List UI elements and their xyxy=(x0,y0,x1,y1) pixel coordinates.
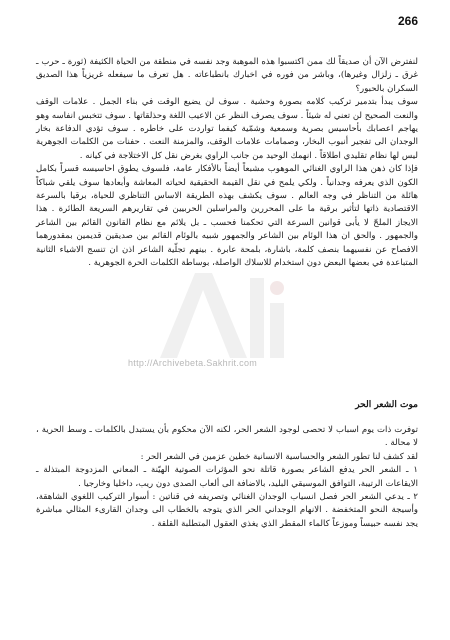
archive-logo-watermark xyxy=(150,258,300,368)
paragraph: سوف يبدأ بتدمير تركيب كلامه بصورة وحشية . سوف لن يضيع الوقت في بناء الجمل . علامات الوقف والنعت الصحيح لن تعني له شيئاً . سوف يصرف النظر عن الاعيب اللغة وحذلقاتها . سوف تتخبس انفاسه وهو يهاجم اعصابك بأحاسيس بصرية وسمعية وشمّية كيفما تواردت على خاطره . سوف تؤدي الدفاعة بخار الوجدان الى تفجير أنبوب البخار، وصمامات علامات الوقف، والمزمنة النعت . حفنات من الكلمات الجوهرية ليس لها نظام تقليدي اطلاقاً . انهمك الوحيد من جانب الراوي بغرض نقل كل الاختلاجة في كيانه . xyxy=(36,97,418,161)
paragraph: ١ ـ الشعر الحر يدفع الشاعر بصورة قاتلة نحو المؤثرات الصوتية الهيّنة ـ المعاني المزدوجة المبتذلة ـ الايقاعات الرتيبة، التوافق الموسيقي البليد، بالاضافة الى ألعاب الصدى دون ريب، داخليا وخارجيا . xyxy=(36,465,418,489)
paragraph: لقد كشف لنا تطور الشعر والحساسية الانسانية خطين عزمين في الشعر الحر : xyxy=(140,451,418,462)
page-number: 266 xyxy=(397,14,418,28)
paragraph: لنفترض الآن أن صديقاً لك ممن اكتسبوا هذه الموهبة وجد نفسه في منطقة من الحياة الكثيفة (ثورة ـ حرب ـ غرق ـ زلزال وغيرها)، وباشر من فوره في اخبارك بانطباعاته . هل تعرف ما سيفعله غريزياً هذا الصديق السكران بالحبور؟ xyxy=(36,57,418,94)
paragraph: ٢ ـ يدعي الشعر الحر فصل انسياب الوجدان الغنائي وتصريفه في قناتين : أسوار التركيب اللغوي الشاهقة، وأسيجة النحو المتخفضة . الانهام الوجداني الحر الذي يتوجه بالخطاب الى وجدان القارىء المثالي مباشرة يجد نفسه حبيساً وموزعاً كالماء المقطر الذي يغذي العقول المتطلبة القلقة . xyxy=(36,492,418,529)
section-top-text xyxy=(36,56,418,271)
paragraph: توفرت ذات يوم اسباب لا تحصى لوجود الشعر الحر، لكنه الآن محكوم بأن يستبدل بالكلمات ـ وسط الحرية ، لا محالة . xyxy=(36,425,418,449)
watermark-url: http://Archivebeta.Sakhrit.com xyxy=(128,358,258,368)
paragraph: فإذا كان ذهن هذا الراوي الغنائي الموهوب مشبعاً أيضاً بالأفكار عامة، فلسوف يطوق احاسيسه قسراً بكامل الكون الذي يعرفه وجدانياً . ولكي يلمح في نقل القيمة الحقيقية لحياته المعاشة وأبعادها سوف يلقي شباكاً هائلة من التناظر في وجه العالم . سوف يكشف بهذه الطريقة الاساس التناظري للحياة، برقيا بالسرعة الاقتصادية ذاتها لتأثير برقية ما على المحررين والمراسلين الحربيين في تقاريرهم السريعة الطائرة . هذا الايجاز الملحّ لا يأبى قوانين السرعة التي تحكمنا فحسب ـ بل يلائم مع نظام القانون القائم بين الشاعر والجمهور . والحق ان هذا الوئام بين الشاعر والجمهور شبيه بالوئام القائم بين صديقين قديمين بمقدورهما الافصاح عن نفسيهما بنصف كلمة، باشارة، بلمحة عابرة . بينهم تجلّية الشاعر اذن ان تنسج الاشياء الثانية المتباعدة في بعضها البعض دون استخدام للاسلاك الواصلة، بوساطة الكلمات الحرة الجوهرية . xyxy=(36,164,418,269)
section-heading: موت الشعر الحر xyxy=(355,400,418,410)
section-bottom-text xyxy=(36,424,418,531)
